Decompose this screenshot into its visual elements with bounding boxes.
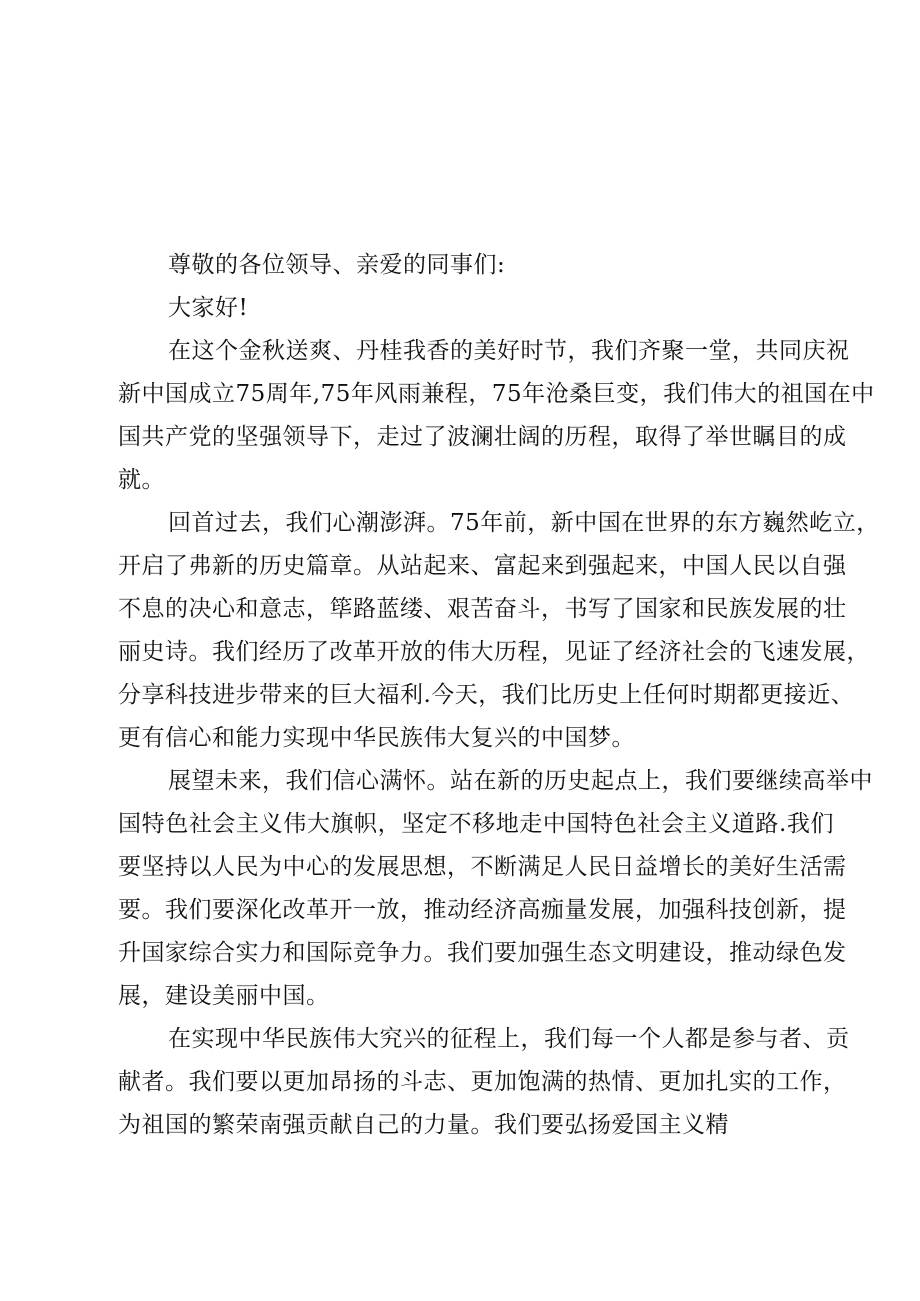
salutation-line: 大家好!	[168, 295, 249, 321]
paragraph-line: 国共产党的坚强领导下，走过了波澜壮阔的历程，取得了举世瞩目的成	[118, 424, 847, 450]
paragraph-line: 开启了弗新的历史篇章。从站起来、富起来到强起来，中国人民以自强	[118, 553, 847, 579]
paragraph-line: 展，建设美丽中国。	[118, 983, 330, 1009]
speech-body	[118, 244, 880, 1147]
paragraph-line: 在这个金秋送爽、丹桂我香的美好时节，我们齐聚一堂，共同庆祝	[168, 338, 850, 364]
paragraph-4	[118, 1018, 850, 1147]
paragraph-line: 国特色社会主义伟大旗帜，坚定不移地走中国特色社会主义道路.我们	[118, 811, 834, 837]
paragraph-line: 要坚持以人民为中心的发展思想，不断满足人民日益增长的美好生活需	[118, 854, 847, 880]
paragraph-line: 丽史诗。我们经历了改革开放的伟大历程，见证了经济社会的飞速发展，	[118, 639, 870, 665]
paragraph-line: 分享科技进步带来的巨大福利.今天，我们比历史上任何时期都更接近、	[118, 682, 855, 708]
paragraph-line: 在实现中华民族伟大究兴的征程上，我们每一个人都是参与者、贡	[168, 1026, 850, 1052]
paragraph-line: 升国家综合实力和国际竞争力。我们要加强生态文明建设，推动绿色发	[118, 940, 847, 966]
paragraph-line: 更有信心和能力实现中华民族伟大复兴的中国梦。	[118, 725, 635, 751]
paragraph-1	[118, 330, 875, 502]
paragraph-2	[118, 502, 880, 760]
paragraph-line: 不息的决心和意志，筚路蓝缕、艰苦奋斗，书写了国家和民族发展的壮	[118, 596, 847, 622]
paragraph-line: 为祖国的繁荣南强贡献自己的力量。我们要弘扬爱国主义精	[118, 1112, 729, 1138]
paragraph-line: 要。我们要深化改革开一放，推动经济高痂量发展，加强科技创新，提	[118, 897, 847, 923]
paragraph-line: 展望未来，我们信心满怀。站在新的历史起点上，我们要继续高举中	[168, 768, 873, 794]
greeting-line: 尊敬的各位领导、亲爱的同事们:	[168, 252, 506, 278]
paragraph-line: 回首过去，我们心潮澎湃。75年前，新中国在世界的东方巍然屹立，	[168, 510, 880, 536]
paragraph-line: 献者。我们要以更加昂扬的斗志、更加饱满的热情、更加扎实的工作，	[118, 1069, 847, 1095]
paragraph-line: 新中国成立75周年,75年风雨兼程，75年沧桑巨变，我们伟大的祖国在中	[118, 381, 875, 407]
paragraph-3	[118, 760, 873, 1018]
paragraph-line: 就。	[118, 467, 165, 493]
